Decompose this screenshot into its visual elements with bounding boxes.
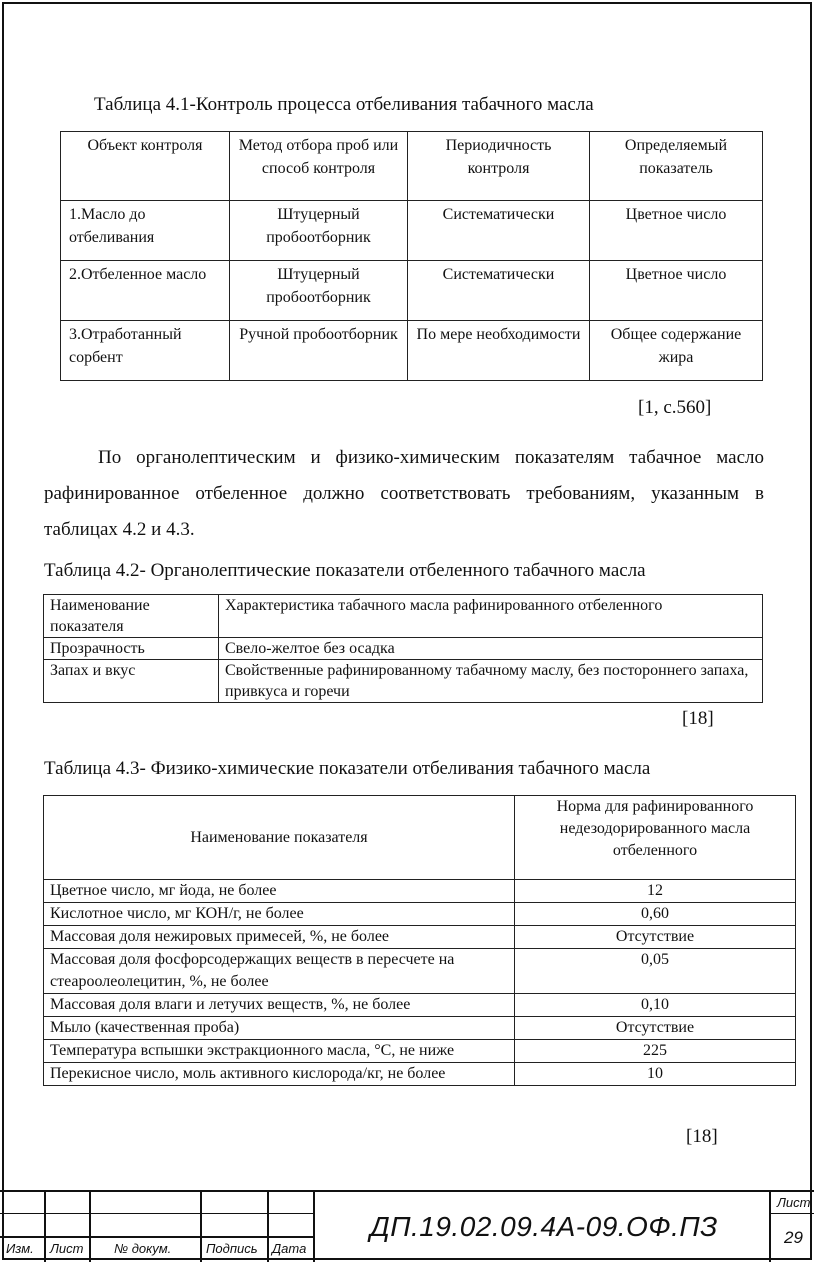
table-cell: Отсутствие [515, 926, 796, 949]
table-header-cell: Характеристика табачного масла рафинированного отбеленного [219, 595, 763, 638]
stamp-label-doc: № докум. [114, 1241, 172, 1256]
table-cell: Температура вспышки экстракционного масла, °С, не ниже [44, 1040, 515, 1063]
table-cell: Запах и вкус [44, 660, 219, 703]
stamp-label-signature: Подпись [206, 1241, 258, 1256]
table-cell: По мере необходимости [408, 321, 590, 381]
table3-caption: Таблица 4.3- Физико-химические показатели отбеливания табачного масла [44, 758, 651, 779]
table-cell: Общее содержание жира [590, 321, 763, 381]
table-row [61, 201, 763, 261]
table-header-row [44, 595, 763, 638]
table-row [44, 994, 796, 1017]
table-header-cell: Норма для рафинированного недезодорированного масла отбеленного [515, 796, 796, 880]
stamp-line [313, 1190, 315, 1262]
table-row [61, 261, 763, 321]
table-cell: 12 [515, 880, 796, 903]
table-cell: Прозрачность [44, 638, 219, 660]
table-cell: Ручной пробоотборник [230, 321, 408, 381]
table-cell: Свело-желтое без осадка [219, 638, 763, 660]
table-cell: 10 [515, 1063, 796, 1086]
table-cell: 1.Масло до отбеливания [61, 201, 230, 261]
table-cell: 2.Отбеленное масло [61, 261, 230, 321]
table-header-cell: Метод отбора проб или способ контроля [230, 132, 408, 201]
table-cell: Цветное число, мг йода, не более [44, 880, 515, 903]
table-row [44, 926, 796, 949]
table-header-cell: Наименование показателя [44, 796, 515, 880]
table-cell: Цветное число [590, 261, 763, 321]
table-cell: Штуцерный пробоотборник [230, 261, 408, 321]
document-number: ДП.19.02.09.4А-09.ОФ.ПЗ [370, 1211, 718, 1242]
table-organoleptic [43, 594, 763, 703]
stamp-line [44, 1190, 46, 1262]
paragraph-text: По органолептическим и физико-химическим показателям табачное масло рафинированное отбеленное должно соответствовать требованиям, указанным в таблицах 4.2 и 4.3. [44, 447, 764, 540]
stamp-label-list: Лист [50, 1241, 84, 1256]
table-cell: Штуцерный пробоотборник [230, 201, 408, 261]
stamp-line [267, 1190, 269, 1262]
table-row [44, 1063, 796, 1086]
stamp-label-izm: Изм. [6, 1241, 34, 1256]
table-row [44, 1017, 796, 1040]
table3-reference: [18] [686, 1126, 718, 1147]
table-row [44, 1040, 796, 1063]
body-paragraph [44, 440, 764, 548]
table-physchem [43, 795, 796, 1086]
table-control [60, 131, 763, 381]
stamp-line [0, 1190, 814, 1192]
table-cell: Кислотное число, мг КОН/г, не более [44, 903, 515, 926]
table-header-cell: Наименование показателя [44, 595, 219, 638]
table1-caption: Таблица 4.1-Контроль процесса отбеливания табачного масла [94, 94, 594, 115]
stamp-line [200, 1190, 202, 1262]
table-header-cell: Определяемый показатель [590, 132, 763, 201]
table-cell: 0,60 [515, 903, 796, 926]
table-header-cell: Периодичность контроля [408, 132, 590, 201]
stamp-line [770, 1213, 814, 1214]
table-cell: Свойственные рафинированному табачному маслу, без постороннего запаха, привкуса и горечи [219, 660, 763, 703]
table-row [44, 949, 796, 994]
table-cell: Массовая доля влаги и летучих веществ, %, не более [44, 994, 515, 1017]
table-cell: Систематически [408, 261, 590, 321]
stamp-line [769, 1190, 771, 1262]
table-header-row [61, 132, 763, 201]
table-cell: 225 [515, 1040, 796, 1063]
stamp-sheet-label: Лист [777, 1195, 811, 1210]
table-row [44, 880, 796, 903]
table-row [44, 660, 763, 703]
table-row [44, 638, 763, 660]
table-cell: Отсутствие [515, 1017, 796, 1040]
table-cell: Массовая доля нежировых примесей, %, не более [44, 926, 515, 949]
table-cell: 3.Отработанный сорбент [61, 321, 230, 381]
table2-caption: Таблица 4.2- Органолептические показатели отбеленного табачного масла [44, 560, 646, 581]
stamp-sheet-number: 29 [784, 1228, 803, 1247]
stamp-label-date: Дата [272, 1241, 307, 1256]
table-cell: 0,05 [515, 949, 796, 994]
table1-reference: [1, с.560] [638, 397, 712, 418]
table-cell: Систематически [408, 201, 590, 261]
table-row [61, 321, 763, 381]
table-cell: Массовая доля фосфорсодержащих веществ в пересчете на стеароолеолецитин, %, не более [44, 949, 515, 994]
table-cell: Мыло (качественная проба) [44, 1017, 515, 1040]
table-cell: 0,10 [515, 994, 796, 1017]
table-header-row [44, 796, 796, 880]
table-cell: Перекисное число, моль активного кислорода/кг, не более [44, 1063, 515, 1086]
table2-reference: [18] [682, 708, 714, 729]
table-cell: Цветное число [590, 201, 763, 261]
stamp-line [89, 1190, 91, 1262]
table-header-cell: Объект контроля [61, 132, 230, 201]
table-row [44, 903, 796, 926]
